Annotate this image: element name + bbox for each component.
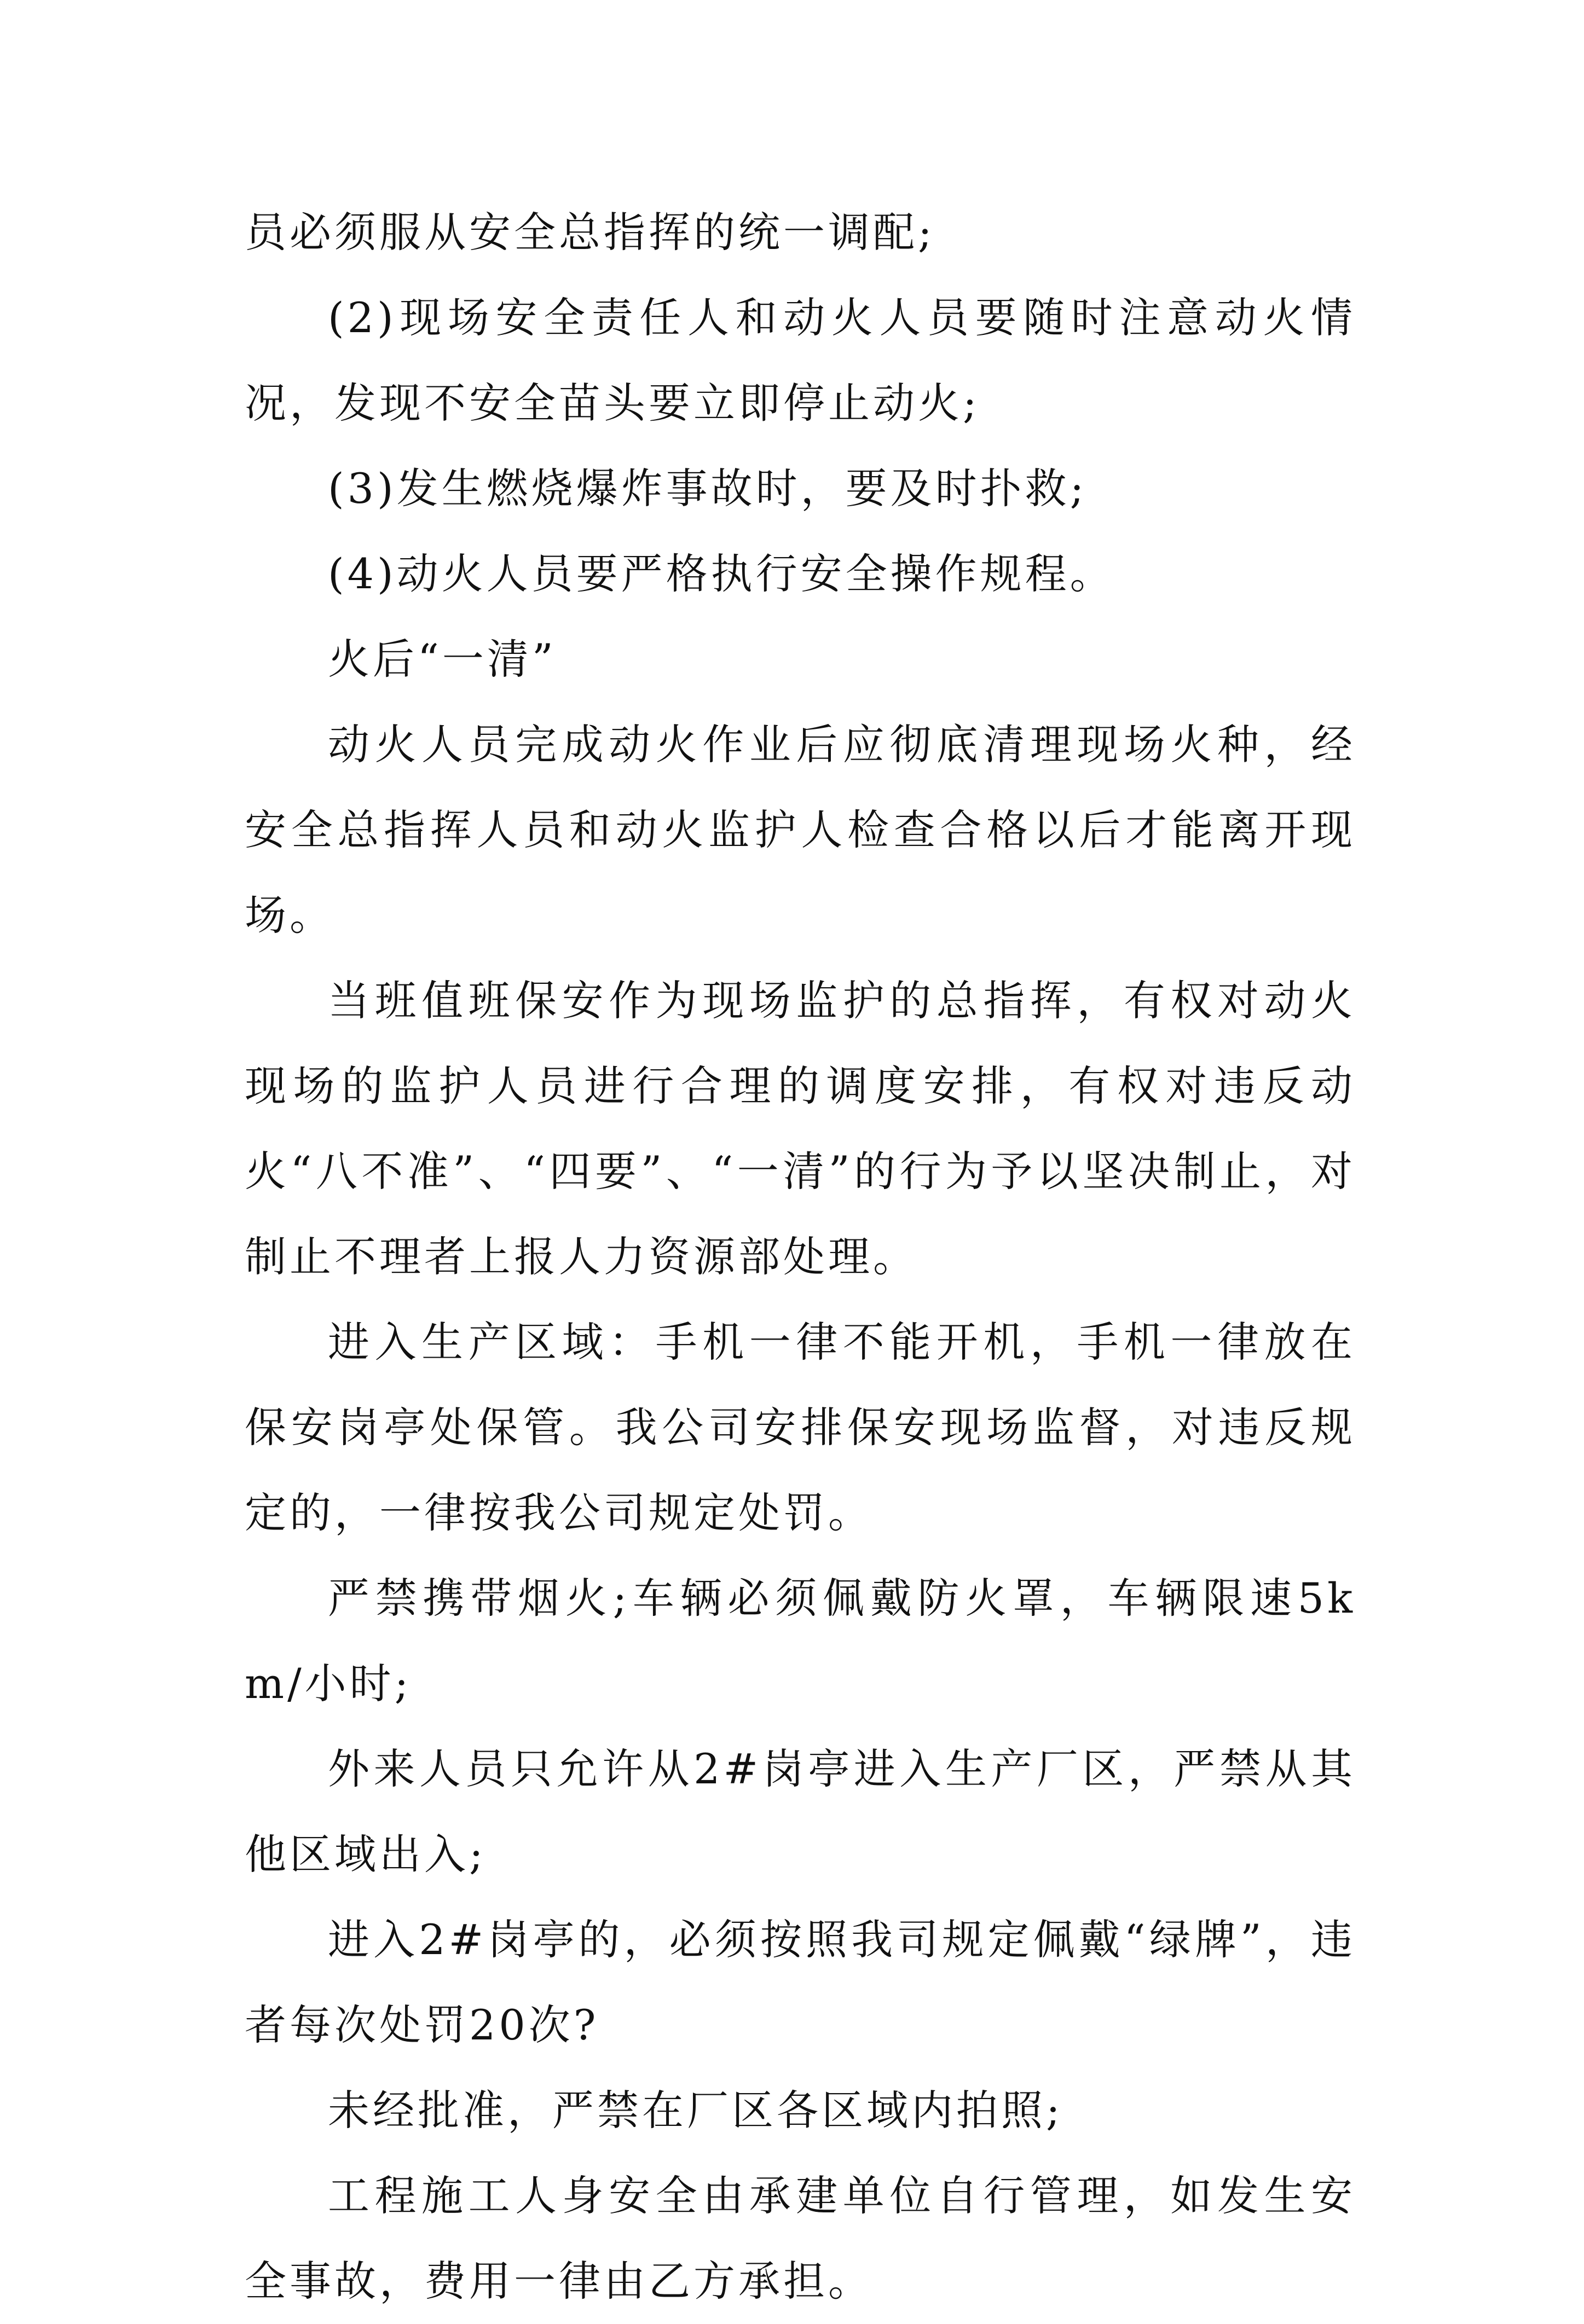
paragraph: 未经批准，严禁在厂区各区域内拍照; [328, 2086, 1063, 2135]
paragraph: 动火人员完成动火作业后应彻底清理现场火种，经安全总指挥人员和动火监护人检查合格以后才能离开现场。 [245, 720, 1356, 940]
paragraph: 外来人员只允许从2#岗亭进入生产厂区，严禁从其他区域出入; [245, 1745, 1356, 1879]
paragraph: 当班值班保安作为现场监护的总指挥，有权对动火现场的监护人员进行合理的调度安排，有权对违反动火“八不准”、“四要”、“一清”的行为予以坚决制止，对制止不理者上报人力资源部处理。 [245, 976, 1356, 1281]
paragraph: 工程施工人身安全由承建单位自行管理，如发生安全事故，费用一律由乙方承担。 [245, 2171, 1356, 2305]
paragraph: (2)现场安全责任人和动火人员要随时注意动火情况，发现不安全苗头要立即停止动火; [245, 293, 1356, 427]
section-heading: 火后“一清” [328, 635, 557, 683]
document-body [245, 190, 1356, 2324]
paragraph: 员必须服从安全总指挥的统一调配; [245, 208, 935, 257]
paragraph: 进入2#岗亭的，必须按照我司规定佩戴“绿牌”，违者每次处罚20次? [245, 1915, 1356, 2049]
paragraph: (3)发生燃烧爆炸事故时，要及时扑救; [328, 464, 1088, 513]
paragraph: 严禁携带烟火;车辆必须佩戴防火罩，车辆限速5km/小时; [245, 1574, 1356, 1708]
paragraph: 进入生产区域：手机一律不能开机，手机一律放在保安岗亭处保管。我公司安排保安现场监督，对违反规定的，一律按我公司规定处罚。 [245, 1318, 1356, 1537]
paragraph: (4)动火人员要严格执行安全操作规程。 [328, 549, 1115, 598]
